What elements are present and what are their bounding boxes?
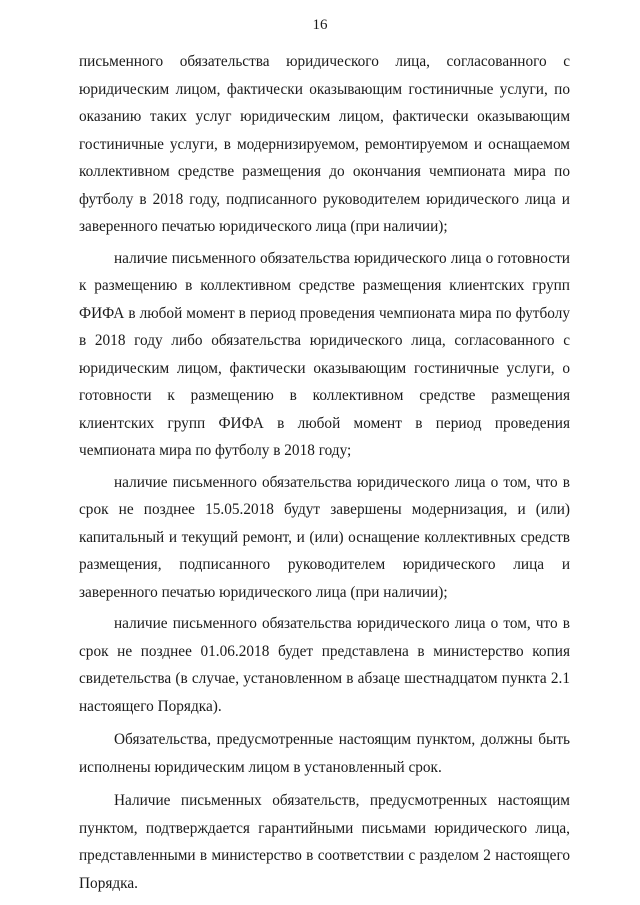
paragraph-continuation: письменного обязательства юридического лица, согласованного с юридическим лицом, фактически оказывающим гостиничные услуги, по оказанию таких услуг юридическим лицом, фактически оказывающим гостиничные услуги, в модернизируемом, ремонтируемом и оснащаемом коллективном средстве размещения до окончания чемпионата мира по футболу в 2018 году, подписанного руководителем юридического лица и заверенного печатью юридического лица (при наличии); [79, 53, 570, 235]
paragraph-certificate-deadline: наличие письменного обязательства юридического лица о том, что в срок не позднее 01.06.2018 будет представлена в министерство копия свидетельства (в случае, установленном в абзаце шестнадцатом пункта 2.1 настоящего Порядка). [79, 615, 570, 715]
paragraph-obligations-fulfilled: Обязательства, предусмотренные настоящим пунктом, должны быть исполнены юридическим лицом в установленный срок. [79, 731, 570, 776]
paragraph-renovation-deadline: наличие письменного обязательства юридического лица о том, что в срок не позднее 15.05.2018 будут завершены модернизация, и (или) капитальный и текущий ремонт, и (или) оснащение коллективных средств размещения, подписанного руководителем юридического лица и заверенного печатью юридического лица (при наличии); [79, 473, 570, 601]
page-number: 16 [312, 17, 328, 33]
paragraph-fifa-readiness: наличие письменного обязательства юридического лица о готовности к размещению в коллективном средстве размещения клиентских групп ФИФА в любой момент в период проведения чемпионата мира по футболу в 2018 году либо обязательства юридического лица, согласованного с юридическим лицом, фактически оказывающим гостиничные услуги, о готовности к размещению в коллективном средстве размещения клиентских групп ФИФА в любой момент в период проведения чемпионата мира по футболу в 2018 году; [79, 249, 570, 459]
paragraph-guarantee-letters: Наличие письменных обязательств, предусмотренных настоящим пунктом, подтверждается гарантийными письмами юридического лица, представленными в министерство в соответствии с разделом 2 настоящего Порядка. [79, 792, 570, 892]
document-body [79, 48, 570, 897]
